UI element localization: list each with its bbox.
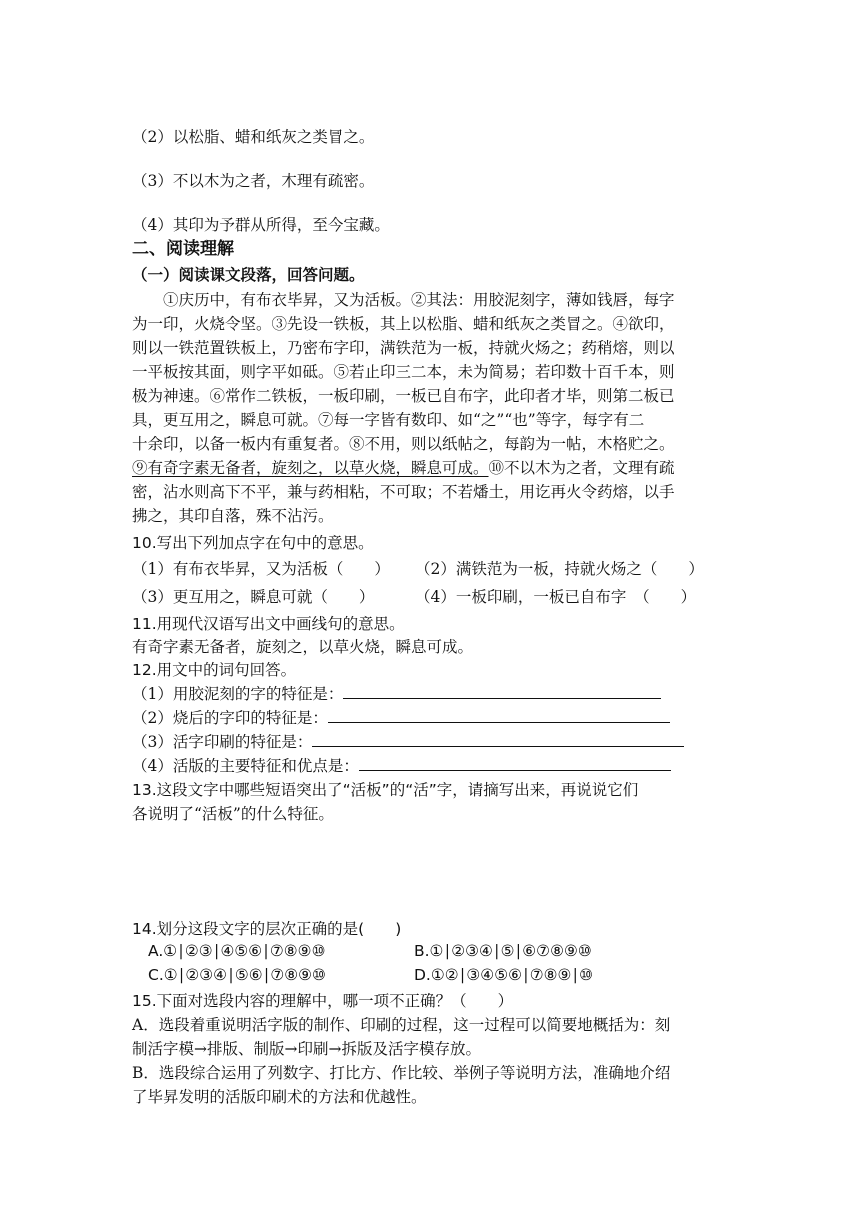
answer-blank[interactable] <box>359 755 671 771</box>
line-q4: （4）其印为予群从所得，至今宝藏。 <box>132 216 390 234</box>
passage-line-underlined <box>132 457 675 479</box>
passage-line: 密，沾水则高下不平，兼与药相粘，不可取；不若燔土，用讫再火令药熔，以手 <box>132 483 675 501</box>
section-title: 二、阅读理解 <box>132 239 234 259</box>
q11-title: 11.用现代汉语写出文中画线句的意思。 <box>132 615 405 633</box>
passage-line: 则以一铁范置铁板上，乃密布字印，满铁范为一板，持就火炀之；药稍熔，则以 <box>132 339 675 357</box>
q12-item-2: （2）烧后的字印的特征是： <box>132 707 670 729</box>
passage-line: 十余印，以备一板内有重复者。⑧不用，则以纸帖之，每韵为一帖，木格贮之。 <box>132 435 675 453</box>
q15-line: 制活字模→排版、制版→印刷→拆版及活字模存放。 <box>132 1040 481 1058</box>
q14-option-b[interactable]: B.①∣②③④∣⑤∣⑥⑦⑧⑨⑩ <box>414 942 592 960</box>
q15-line: A．选段着重说明活字版的制作、印刷的过程，这一过程可以简要地概括为：刻 <box>132 1016 671 1034</box>
q10-item-2: （2）满铁范为一板，持就火炀之（ ） <box>415 560 704 578</box>
answer-blank[interactable] <box>343 683 661 699</box>
q10-item-4: （4）一板印刷，一板已自布字 （ ） <box>415 588 697 606</box>
passage-line: ①庆历中，有布衣毕昇，又为活板。②其法：用胶泥刻字，薄如钱唇，每字 <box>132 291 675 309</box>
passage-line: 极为神速。⑥常作二铁板，一板印刷，一板已自布字，此印者才毕，则第二板已 <box>132 387 675 405</box>
q14-option-a[interactable]: A.①∣②③∣④⑤⑥∣⑦⑧⑨⑩ <box>148 942 326 960</box>
q12-title: 12.用文中的词句回答。 <box>132 661 297 679</box>
q10-item-3: （3）更互用之，瞬息可就（ ） <box>132 588 375 606</box>
q13-line: 各说明了“活板”的什么特征。 <box>132 805 334 823</box>
answer-blank[interactable] <box>312 731 684 747</box>
q14-option-d[interactable]: D.①②∣③④⑤⑥∣⑦⑧⑨∣⑩ <box>414 966 594 984</box>
line-q3: （3）不以木为之者，木理有疏密。 <box>132 172 375 190</box>
q10-title: 10.写出下列加点字在句中的意思。 <box>132 534 374 552</box>
q14-option-c[interactable]: C.①∣②③④∣⑤⑥∣⑦⑧⑨⑩ <box>148 966 326 984</box>
q15-line: 了毕昇发明的活版印刷术的方法和优越性。 <box>132 1088 427 1106</box>
passage-line: 一平板按其面，则字平如砥。⑤若止印三二本，未为简易；若印数十百千本，则 <box>132 363 675 381</box>
q15-title: 15.下面对选段内容的理解中，哪一项不正确？（ ） <box>132 992 514 1010</box>
underlined-sentence: ⑨有奇字素无备者，旋刻之，以草火烧，瞬息可成。 <box>132 459 489 477</box>
passage-line: 具，更互用之，瞬息可就。⑦每一字皆有数印、如“之”“也”等字，每字有二 <box>132 411 645 429</box>
q13-line: 13.这段文字中哪些短语突出了“活板”的“活”字，请摘写出来，再说说它们 <box>132 781 639 799</box>
q11-sentence: 有奇字素无备者，旋刻之，以草火烧，瞬息可成。 <box>132 638 474 656</box>
passage-fragment: ⑩不以木为之者，文理有疏 <box>488 459 675 477</box>
q15-line: B．选段综合运用了列数字、打比方、作比较、举例子等说明方法，准确地介绍 <box>132 1064 671 1082</box>
q12-item-1: （1）用胶泥刻的字的特征是： <box>132 683 661 705</box>
q12-item-4: （4）活版的主要特征和优点是： <box>132 755 671 777</box>
answer-blank[interactable] <box>328 707 670 723</box>
q14-title: 14.划分这段文字的层次正确的是( ) <box>132 920 402 938</box>
q12-item-3: （3）活字印刷的特征是： <box>132 731 684 753</box>
line-q2: （2）以松脂、蜡和纸灰之类冒之。 <box>132 128 375 146</box>
q10-item-1: （1）有布衣毕昇，又为活板（ ） <box>132 560 390 578</box>
passage-line: 拂之，其印自落，殊不沾污。 <box>132 507 334 525</box>
subsection-title: （一）阅读课文段落，回答问题。 <box>132 266 365 284</box>
passage-line: 为一印，火烧令坚。③先设一铁板，其上以松脂、蜡和纸灰之类冒之。④欲印， <box>132 315 675 333</box>
